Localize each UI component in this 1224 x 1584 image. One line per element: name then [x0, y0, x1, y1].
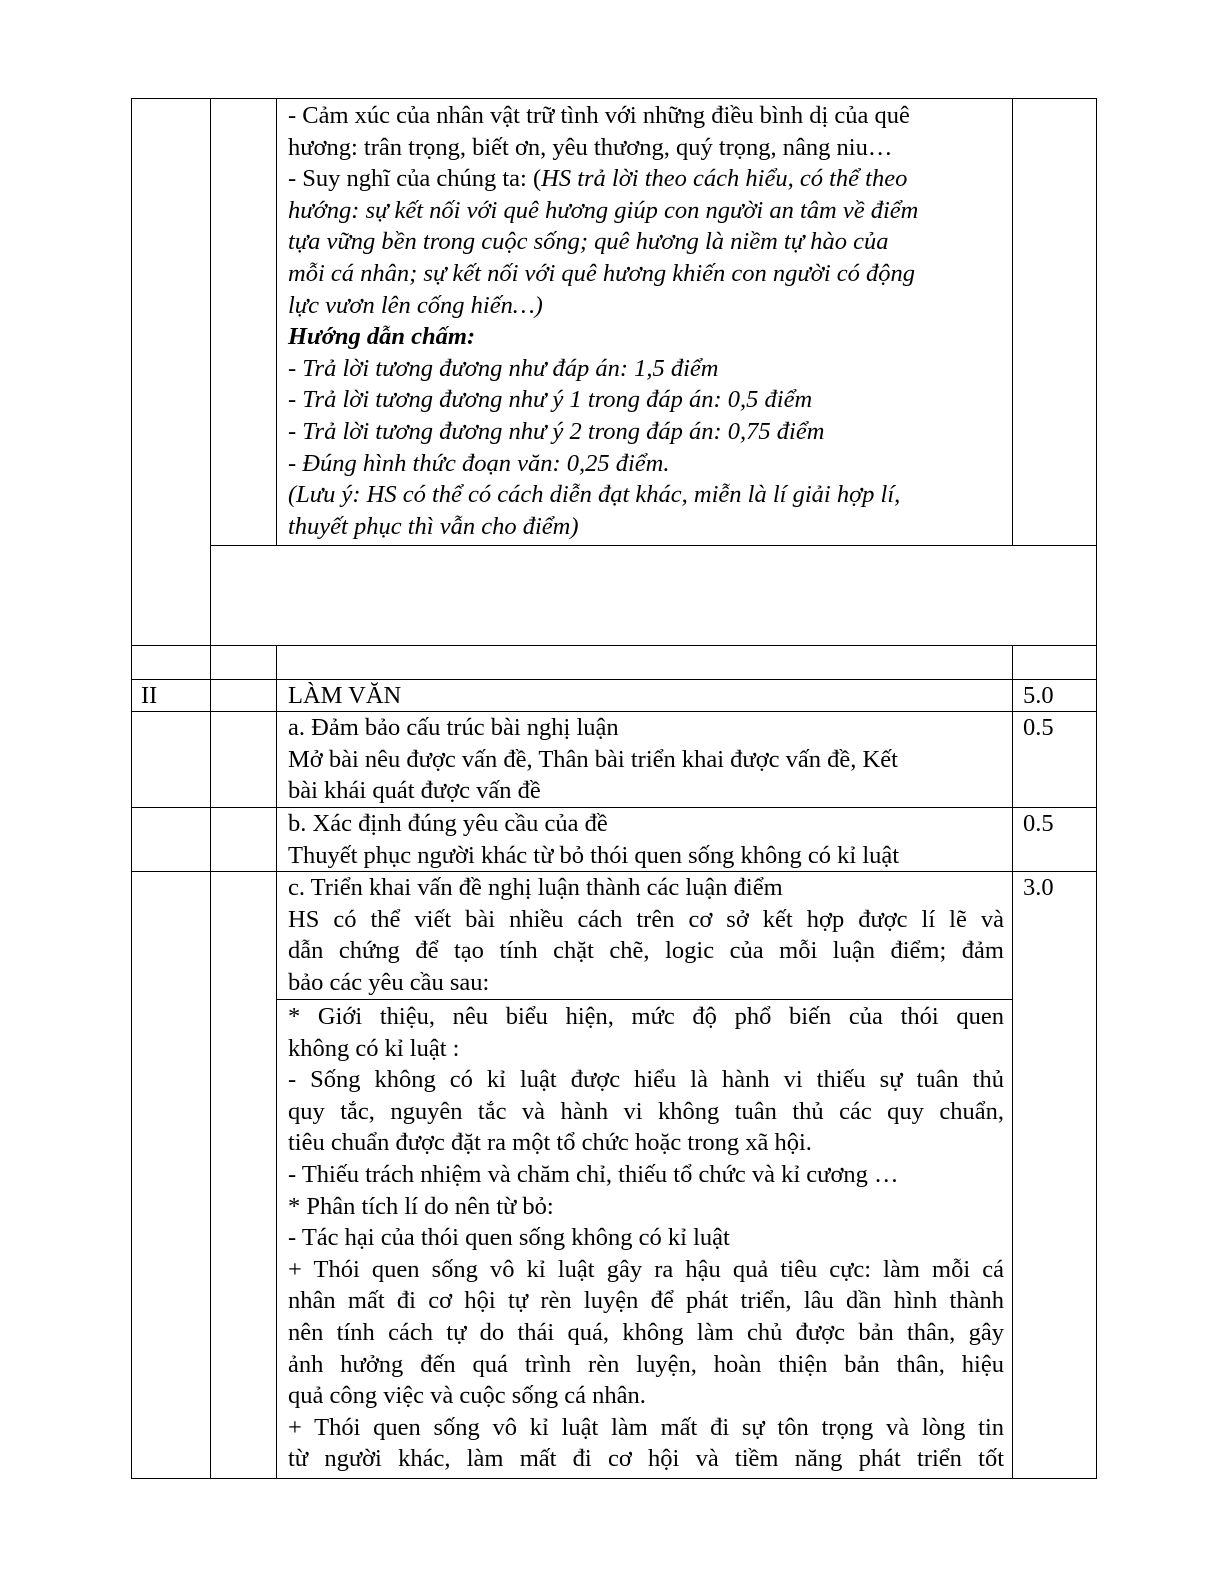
grading-guide-line: - Trả lời tương đương như ý 1 trong đáp án: 0,5 điểm [288, 386, 813, 414]
detail-line: quy tắc, nguyên tắc và hành vi không tuân thủ các quy chuẩn, [288, 1097, 1004, 1125]
answer-line: lực vươn lên cống hiến…) [288, 291, 543, 319]
criterion-line: b. Xác định đúng yêu cầu của đề [288, 810, 608, 837]
table-rule [276, 999, 1013, 1000]
answer-line-italic: HS trả lời theo cách hiểu, có thể theo [541, 165, 908, 193]
detail-line: + Thói quen sống vô kỉ luật gây ra hậu quả tiêu cực: làm mỗi cá [288, 1255, 1004, 1283]
detail-line: không có kỉ luật : [288, 1034, 460, 1062]
criterion-c [288, 872, 1004, 998]
detail-line: nên tính cách tự do thái quá, không làm chủ được bản thân, gây [288, 1318, 1004, 1346]
answer-line-prefix: - Suy nghĩ của chúng ta: ( [288, 165, 542, 193]
detail-line: nhân mất đi cơ hội tự rèn luyện để phát triển, lâu dần hình thành [288, 1287, 1004, 1315]
answer-line: hương: trân trọng, biết ơn, yêu thương, quý trọng, nâng niu… [288, 133, 893, 161]
criterion-line: HS có thể viết bài nhiều cách trên cơ sở kết hợp được lí lẽ và [288, 905, 1004, 933]
answer-block-part1 [288, 100, 918, 542]
criterion-a [288, 712, 898, 807]
criterion-line: bảo các yêu cầu sau: [288, 968, 490, 996]
criterion-b [288, 808, 899, 871]
criterion-line: bài khái quát được vấn đề [288, 777, 541, 805]
criterion-line: a. Đảm bảo cấu trúc bài nghị luận [288, 714, 619, 741]
table-col-divider [276, 98, 277, 546]
criterion-c-detail [288, 1001, 1004, 1475]
table-rule [210, 545, 1097, 546]
detail-line: từ người khác, làm mất đi cơ hội và tiềm năng phát triển tốt [288, 1445, 1004, 1473]
grading-guide-line: - Trả lời tương đương như ý 2 trong đáp án: 0,75 điểm [288, 417, 825, 445]
grading-guide-line: - Trả lời tương đương như đáp án: 1,5 điểm [288, 354, 719, 382]
detail-line: * Phân tích lí do nên từ bỏ: [288, 1192, 554, 1220]
grading-note-line: thuyết phục thì vẫn cho điểm) [288, 512, 579, 540]
detail-line: tiêu chuẩn được đặt ra một tổ chức hoặc trong xã hội. [288, 1129, 812, 1157]
criterion-c-score: 3.0 [1023, 874, 1054, 901]
grading-guide-heading: Hướng dẫn chấm: [288, 323, 476, 351]
table-border-right [1096, 98, 1097, 1479]
criterion-b-score: 0.5 [1023, 810, 1054, 837]
detail-line: - Sống không có kỉ luật được hiểu là hành vi thiếu sự tuân thủ [288, 1066, 1004, 1094]
table-col-divider [1012, 645, 1013, 1479]
table-col-divider [276, 645, 277, 1479]
section-title: LÀM VĂN [288, 682, 402, 709]
section-roman-numeral: II [141, 682, 158, 709]
answer-line: mỗi cá nhân; sự kết nối với quê hương khiến con người có động [288, 259, 916, 287]
criterion-line: Mở bài nêu được vấn đề, Thân bài triển khai được vấn đề, Kết [288, 745, 898, 773]
detail-line: + Thói quen sống vô kỉ luật làm mất đi sự tôn trọng và lòng tin [288, 1413, 1004, 1441]
detail-line: - Tác hại của thói quen sống không có kỉ luật [288, 1224, 730, 1252]
answer-line: hướng: sự kết nối với quê hương giúp con người an tâm về điểm [288, 196, 919, 224]
detail-line: * Giới thiệu, nêu biểu hiện, mức độ phổ biến của thói quen [288, 1003, 1004, 1030]
answer-line: - Cảm xúc của nhân vật trữ tình với những điều bình dị của quê [288, 102, 910, 129]
grading-note-line: (Lưu ý: HS có thể có cách diễn đạt khác, miễn là lí giải hợp lí, [288, 481, 901, 509]
criterion-line: Thuyết phục người khác từ bỏ thói quen sống không có kỉ luật [288, 841, 900, 869]
table-border-left [131, 98, 132, 1479]
detail-line: quả công việc và cuộc sống cá nhân. [288, 1382, 646, 1410]
criterion-a-score: 0.5 [1023, 714, 1054, 741]
criterion-line: dẫn chứng để tạo tính chặt chẽ, logic của mỗi luận điểm; đảm [288, 937, 1004, 965]
answer-line-mixed [288, 163, 918, 195]
detail-line: - Thiếu trách nhiệm và chăm chỉ, thiếu tổ chức và kỉ cương … [288, 1160, 899, 1188]
criterion-line: c. Triển khai vấn đề nghị luận thành các luận điểm [288, 874, 783, 901]
grading-guide-line: - Đúng hình thức đoạn văn: 0,25 điểm. [288, 449, 670, 477]
answer-line: tựa vững bền trong cuộc sống; quê hương là niềm tự hào của [288, 228, 889, 256]
detail-line: ảnh hưởng đến quá trình rèn luyện, hoàn thiện bản thân, hiệu [288, 1350, 1004, 1378]
table-col-divider [210, 98, 211, 1479]
section-score: 5.0 [1023, 682, 1054, 709]
table-col-divider [1012, 98, 1013, 546]
